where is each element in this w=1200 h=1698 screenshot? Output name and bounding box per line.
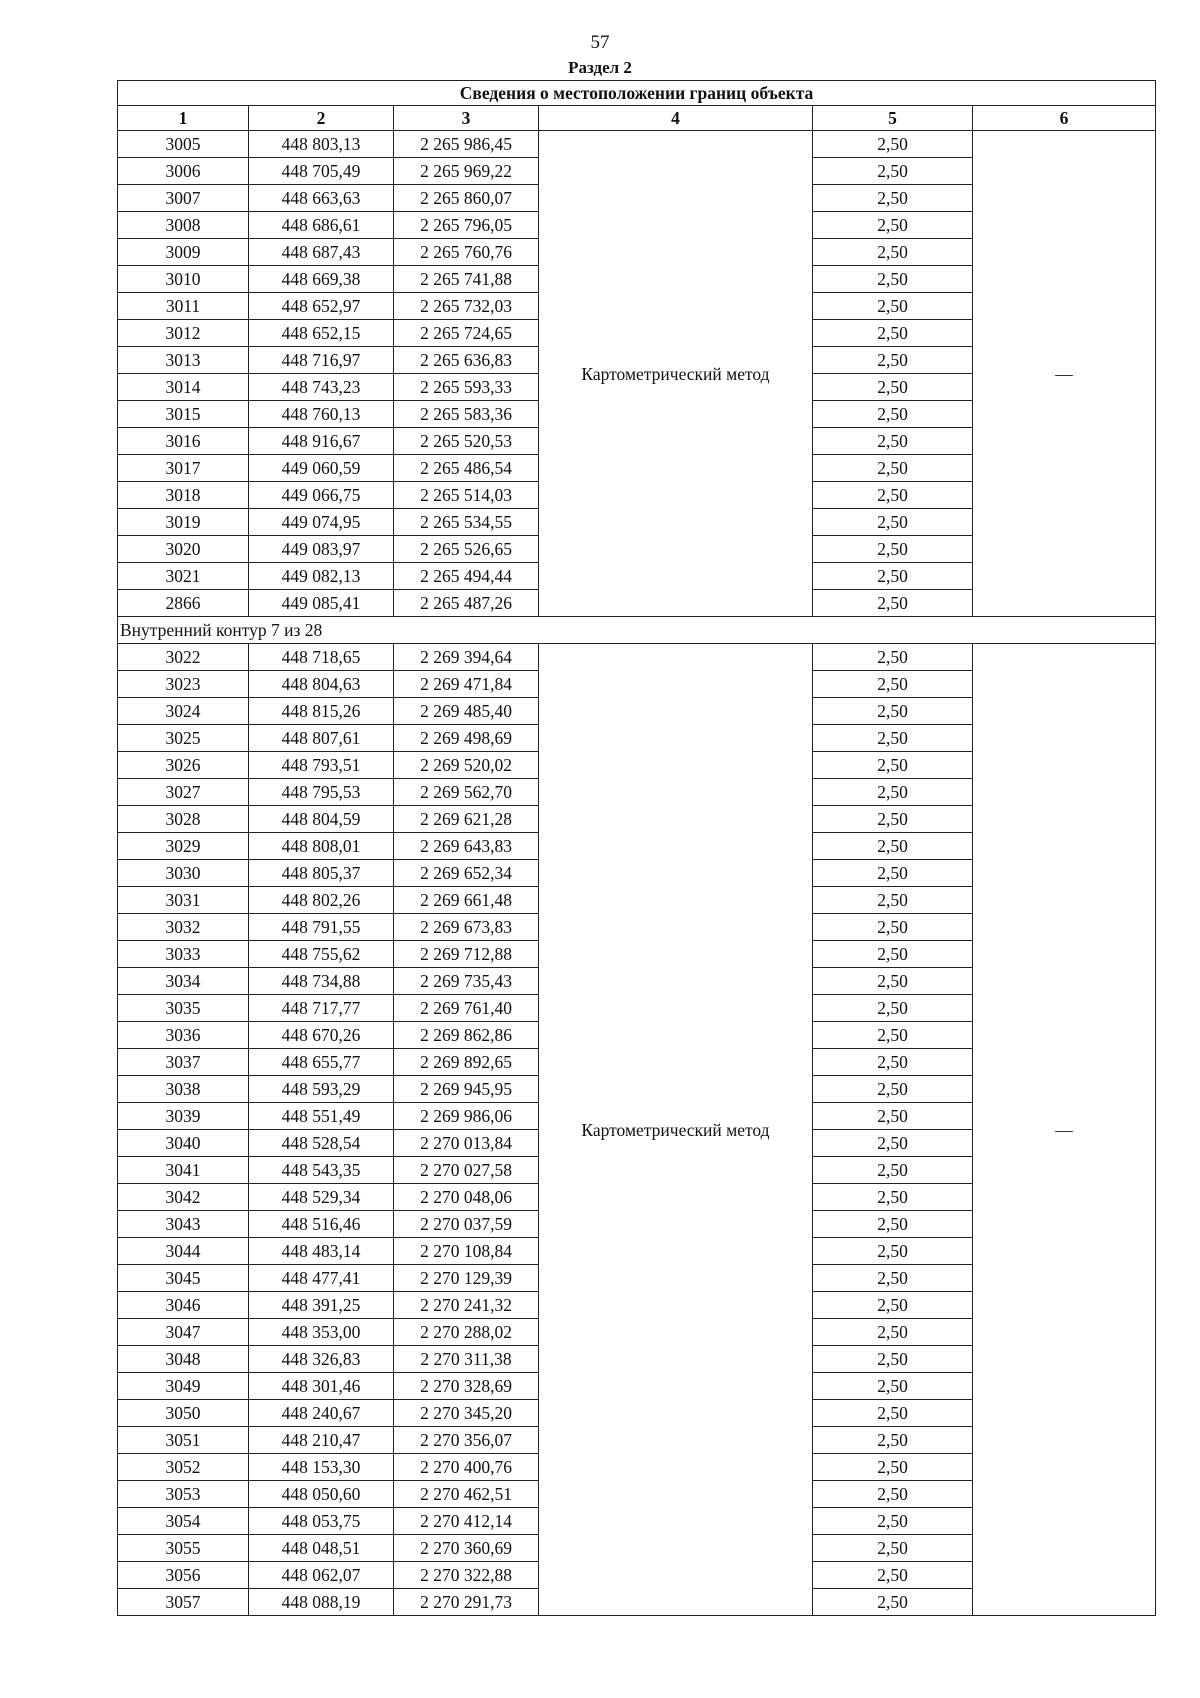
point-number-cell: 3033	[118, 941, 249, 968]
point-number-cell: 3020	[118, 536, 249, 563]
point-number-cell: 3057	[118, 1589, 249, 1616]
contour-title: Внутренний контур 7 из 28	[118, 617, 1156, 644]
x-coordinate-cell: 448 088,19	[249, 1589, 394, 1616]
accuracy-cell: 2,50	[813, 482, 973, 509]
table-row	[118, 644, 1156, 671]
point-number-cell: 3045	[118, 1265, 249, 1292]
accuracy-cell: 2,50	[813, 914, 973, 941]
column-header-5: 5	[813, 106, 973, 131]
x-coordinate-cell: 448 755,62	[249, 941, 394, 968]
boundary-coordinates-table	[117, 80, 1156, 1616]
x-coordinate-cell: 448 734,88	[249, 968, 394, 995]
x-coordinate-cell: 448 483,14	[249, 1238, 394, 1265]
point-number-cell: 3011	[118, 293, 249, 320]
point-number-cell: 3048	[118, 1346, 249, 1373]
page-number: 57	[590, 32, 610, 53]
y-coordinate-cell: 2 270 311,38	[394, 1346, 539, 1373]
accuracy-cell: 2,50	[813, 536, 973, 563]
point-number-cell: 3018	[118, 482, 249, 509]
x-coordinate-cell: 448 593,29	[249, 1076, 394, 1103]
accuracy-cell: 2,50	[813, 1346, 973, 1373]
accuracy-cell: 2,50	[813, 1076, 973, 1103]
accuracy-cell: 2,50	[813, 752, 973, 779]
point-number-cell: 3025	[118, 725, 249, 752]
y-coordinate-cell: 2 269 498,69	[394, 725, 539, 752]
point-number-cell: 3056	[118, 1562, 249, 1589]
y-coordinate-cell: 2 270 322,88	[394, 1562, 539, 1589]
y-coordinate-cell: 2 265 860,07	[394, 185, 539, 212]
y-coordinate-cell: 2 270 328,69	[394, 1373, 539, 1400]
point-number-cell: 3047	[118, 1319, 249, 1346]
description-cell: —	[973, 131, 1156, 617]
point-number-cell: 3035	[118, 995, 249, 1022]
accuracy-cell: 2,50	[813, 1454, 973, 1481]
accuracy-cell: 2,50	[813, 347, 973, 374]
x-coordinate-cell: 448 760,13	[249, 401, 394, 428]
x-coordinate-cell: 448 803,13	[249, 131, 394, 158]
point-number-cell: 3042	[118, 1184, 249, 1211]
y-coordinate-cell: 2 269 986,06	[394, 1103, 539, 1130]
table-row	[118, 131, 1156, 158]
accuracy-cell: 2,50	[813, 1589, 973, 1616]
point-number-cell: 3013	[118, 347, 249, 374]
x-coordinate-cell: 448 529,34	[249, 1184, 394, 1211]
point-number-cell: 3024	[118, 698, 249, 725]
method-cell: Картометрический метод	[539, 131, 813, 617]
y-coordinate-cell: 2 270 241,32	[394, 1292, 539, 1319]
y-coordinate-cell: 2 265 520,53	[394, 428, 539, 455]
x-coordinate-cell: 448 718,65	[249, 644, 394, 671]
x-coordinate-cell: 448 802,26	[249, 887, 394, 914]
point-number-cell: 3046	[118, 1292, 249, 1319]
point-number-cell: 3027	[118, 779, 249, 806]
x-coordinate-cell: 448 808,01	[249, 833, 394, 860]
accuracy-cell: 2,50	[813, 806, 973, 833]
point-number-cell: 3030	[118, 860, 249, 887]
y-coordinate-cell: 2 265 593,33	[394, 374, 539, 401]
column-header-6: 6	[973, 106, 1156, 131]
x-coordinate-cell: 448 795,53	[249, 779, 394, 806]
point-number-cell: 3054	[118, 1508, 249, 1535]
x-coordinate-cell: 448 716,97	[249, 347, 394, 374]
accuracy-cell: 2,50	[813, 1535, 973, 1562]
x-coordinate-cell: 448 670,26	[249, 1022, 394, 1049]
point-number-cell: 3023	[118, 671, 249, 698]
point-number-cell: 3026	[118, 752, 249, 779]
y-coordinate-cell: 2 269 485,40	[394, 698, 539, 725]
column-header-3: 3	[394, 106, 539, 131]
accuracy-cell: 2,50	[813, 1373, 973, 1400]
accuracy-cell: 2,50	[813, 1157, 973, 1184]
accuracy-cell: 2,50	[813, 1211, 973, 1238]
x-coordinate-cell: 448 516,46	[249, 1211, 394, 1238]
y-coordinate-cell: 2 269 712,88	[394, 941, 539, 968]
y-coordinate-cell: 2 270 462,51	[394, 1481, 539, 1508]
accuracy-cell: 2,50	[813, 266, 973, 293]
accuracy-cell: 2,50	[813, 1265, 973, 1292]
column-header-1: 1	[118, 106, 249, 131]
accuracy-cell: 2,50	[813, 212, 973, 239]
accuracy-cell: 2,50	[813, 293, 973, 320]
accuracy-cell: 2,50	[813, 968, 973, 995]
y-coordinate-cell: 2 270 027,58	[394, 1157, 539, 1184]
y-coordinate-cell: 2 265 760,76	[394, 239, 539, 266]
x-coordinate-cell: 449 074,95	[249, 509, 394, 536]
accuracy-cell: 2,50	[813, 428, 973, 455]
y-coordinate-cell: 2 265 494,44	[394, 563, 539, 590]
x-coordinate-cell: 448 210,47	[249, 1427, 394, 1454]
y-coordinate-cell: 2 269 652,34	[394, 860, 539, 887]
x-coordinate-cell: 449 066,75	[249, 482, 394, 509]
y-coordinate-cell: 2 269 394,64	[394, 644, 539, 671]
y-coordinate-cell: 2 269 862,86	[394, 1022, 539, 1049]
y-coordinate-cell: 2 265 526,65	[394, 536, 539, 563]
contour-title-row	[118, 617, 1156, 644]
point-number-cell: 3032	[118, 914, 249, 941]
x-coordinate-cell: 448 804,59	[249, 806, 394, 833]
accuracy-cell: 2,50	[813, 671, 973, 698]
x-coordinate-cell: 448 791,55	[249, 914, 394, 941]
point-number-cell: 3031	[118, 887, 249, 914]
accuracy-cell: 2,50	[813, 509, 973, 536]
x-coordinate-cell: 448 240,67	[249, 1400, 394, 1427]
x-coordinate-cell: 448 477,41	[249, 1265, 394, 1292]
accuracy-cell: 2,50	[813, 887, 973, 914]
x-coordinate-cell: 448 652,15	[249, 320, 394, 347]
x-coordinate-cell: 448 050,60	[249, 1481, 394, 1508]
y-coordinate-cell: 2 265 487,26	[394, 590, 539, 617]
x-coordinate-cell: 448 391,25	[249, 1292, 394, 1319]
point-number-cell: 3041	[118, 1157, 249, 1184]
x-coordinate-cell: 448 743,23	[249, 374, 394, 401]
point-number-cell: 3053	[118, 1481, 249, 1508]
point-number-cell: 3010	[118, 266, 249, 293]
y-coordinate-cell: 2 269 643,83	[394, 833, 539, 860]
accuracy-cell: 2,50	[813, 1022, 973, 1049]
point-number-cell: 3021	[118, 563, 249, 590]
y-coordinate-cell: 2 270 037,59	[394, 1211, 539, 1238]
accuracy-cell: 2,50	[813, 1481, 973, 1508]
x-coordinate-cell: 448 551,49	[249, 1103, 394, 1130]
table-body	[118, 81, 1156, 1616]
x-coordinate-cell: 448 686,61	[249, 212, 394, 239]
point-number-cell: 3044	[118, 1238, 249, 1265]
accuracy-cell: 2,50	[813, 1103, 973, 1130]
method-cell: Картометрический метод	[539, 644, 813, 1616]
y-coordinate-cell: 2 270 048,06	[394, 1184, 539, 1211]
accuracy-cell: 2,50	[813, 563, 973, 590]
accuracy-cell: 2,50	[813, 1049, 973, 1076]
x-coordinate-cell: 448 717,77	[249, 995, 394, 1022]
point-number-cell: 3055	[118, 1535, 249, 1562]
y-coordinate-cell: 2 265 514,03	[394, 482, 539, 509]
x-coordinate-cell: 448 543,35	[249, 1157, 394, 1184]
accuracy-cell: 2,50	[813, 1319, 973, 1346]
y-coordinate-cell: 2 269 892,65	[394, 1049, 539, 1076]
x-coordinate-cell: 448 663,63	[249, 185, 394, 212]
y-coordinate-cell: 2 265 486,54	[394, 455, 539, 482]
accuracy-cell: 2,50	[813, 131, 973, 158]
y-coordinate-cell: 2 265 969,22	[394, 158, 539, 185]
y-coordinate-cell: 2 270 412,14	[394, 1508, 539, 1535]
y-coordinate-cell: 2 269 761,40	[394, 995, 539, 1022]
accuracy-cell: 2,50	[813, 185, 973, 212]
table-header-row	[118, 106, 1156, 131]
y-coordinate-cell: 2 270 013,84	[394, 1130, 539, 1157]
point-number-cell: 3014	[118, 374, 249, 401]
y-coordinate-cell: 2 265 583,36	[394, 401, 539, 428]
accuracy-cell: 2,50	[813, 725, 973, 752]
x-coordinate-cell: 448 705,49	[249, 158, 394, 185]
point-number-cell: 3012	[118, 320, 249, 347]
accuracy-cell: 2,50	[813, 1562, 973, 1589]
accuracy-cell: 2,50	[813, 1427, 973, 1454]
x-coordinate-cell: 448 326,83	[249, 1346, 394, 1373]
y-coordinate-cell: 2 270 345,20	[394, 1400, 539, 1427]
point-number-cell: 3006	[118, 158, 249, 185]
y-coordinate-cell: 2 269 673,83	[394, 914, 539, 941]
point-number-cell: 3050	[118, 1400, 249, 1427]
point-number-cell: 3016	[118, 428, 249, 455]
x-coordinate-cell: 448 153,30	[249, 1454, 394, 1481]
point-number-cell: 3040	[118, 1130, 249, 1157]
accuracy-cell: 2,50	[813, 1184, 973, 1211]
section-title: Раздел 2	[568, 58, 632, 77]
y-coordinate-cell: 2 265 986,45	[394, 131, 539, 158]
x-coordinate-cell: 448 528,54	[249, 1130, 394, 1157]
accuracy-cell: 2,50	[813, 995, 973, 1022]
point-number-cell: 3019	[118, 509, 249, 536]
point-number-cell: 3028	[118, 806, 249, 833]
x-coordinate-cell: 448 652,97	[249, 293, 394, 320]
y-coordinate-cell: 2 265 741,88	[394, 266, 539, 293]
y-coordinate-cell: 2 269 735,43	[394, 968, 539, 995]
x-coordinate-cell: 448 687,43	[249, 239, 394, 266]
point-number-cell: 3049	[118, 1373, 249, 1400]
point-number-cell: 2866	[118, 590, 249, 617]
point-number-cell: 3015	[118, 401, 249, 428]
y-coordinate-cell: 2 270 356,07	[394, 1427, 539, 1454]
accuracy-cell: 2,50	[813, 374, 973, 401]
accuracy-cell: 2,50	[813, 698, 973, 725]
y-coordinate-cell: 2 269 562,70	[394, 779, 539, 806]
point-number-cell: 3037	[118, 1049, 249, 1076]
y-coordinate-cell: 2 265 636,83	[394, 347, 539, 374]
point-number-cell: 3008	[118, 212, 249, 239]
x-coordinate-cell: 448 048,51	[249, 1535, 394, 1562]
y-coordinate-cell: 2 270 129,39	[394, 1265, 539, 1292]
description-cell: —	[973, 644, 1156, 1616]
point-number-cell: 3017	[118, 455, 249, 482]
accuracy-cell: 2,50	[813, 860, 973, 887]
y-coordinate-cell: 2 269 945,95	[394, 1076, 539, 1103]
point-number-cell: 3034	[118, 968, 249, 995]
point-number-cell: 3007	[118, 185, 249, 212]
y-coordinate-cell: 2 270 400,76	[394, 1454, 539, 1481]
accuracy-cell: 2,50	[813, 239, 973, 266]
point-number-cell: 3038	[118, 1076, 249, 1103]
accuracy-cell: 2,50	[813, 1292, 973, 1319]
accuracy-cell: 2,50	[813, 1238, 973, 1265]
x-coordinate-cell: 448 793,51	[249, 752, 394, 779]
y-coordinate-cell: 2 270 291,73	[394, 1589, 539, 1616]
y-coordinate-cell: 2 265 796,05	[394, 212, 539, 239]
x-coordinate-cell: 448 353,00	[249, 1319, 394, 1346]
y-coordinate-cell: 2 265 724,65	[394, 320, 539, 347]
accuracy-cell: 2,50	[813, 1508, 973, 1535]
point-number-cell: 3051	[118, 1427, 249, 1454]
x-coordinate-cell: 449 085,41	[249, 590, 394, 617]
x-coordinate-cell: 448 053,75	[249, 1508, 394, 1535]
y-coordinate-cell: 2 270 360,69	[394, 1535, 539, 1562]
column-header-2: 2	[249, 106, 394, 131]
x-coordinate-cell: 448 301,46	[249, 1373, 394, 1400]
x-coordinate-cell: 449 082,13	[249, 563, 394, 590]
accuracy-cell: 2,50	[813, 833, 973, 860]
point-number-cell: 3039	[118, 1103, 249, 1130]
x-coordinate-cell: 448 062,07	[249, 1562, 394, 1589]
y-coordinate-cell: 2 269 621,28	[394, 806, 539, 833]
y-coordinate-cell: 2 270 288,02	[394, 1319, 539, 1346]
x-coordinate-cell: 448 669,38	[249, 266, 394, 293]
accuracy-cell: 2,50	[813, 941, 973, 968]
table-caption: Сведения о местоположении границ объекта	[118, 81, 1156, 106]
y-coordinate-cell: 2 269 471,84	[394, 671, 539, 698]
accuracy-cell: 2,50	[813, 455, 973, 482]
y-coordinate-cell: 2 269 661,48	[394, 887, 539, 914]
y-coordinate-cell: 2 265 732,03	[394, 293, 539, 320]
accuracy-cell: 2,50	[813, 779, 973, 806]
accuracy-cell: 2,50	[813, 158, 973, 185]
accuracy-cell: 2,50	[813, 1130, 973, 1157]
accuracy-cell: 2,50	[813, 320, 973, 347]
point-number-cell: 3052	[118, 1454, 249, 1481]
x-coordinate-cell: 448 655,77	[249, 1049, 394, 1076]
point-number-cell: 3029	[118, 833, 249, 860]
accuracy-cell: 2,50	[813, 1400, 973, 1427]
point-number-cell: 3043	[118, 1211, 249, 1238]
table-caption-row	[118, 81, 1156, 106]
x-coordinate-cell: 448 804,63	[249, 671, 394, 698]
point-number-cell: 3005	[118, 131, 249, 158]
accuracy-cell: 2,50	[813, 401, 973, 428]
x-coordinate-cell: 448 807,61	[249, 725, 394, 752]
y-coordinate-cell: 2 269 520,02	[394, 752, 539, 779]
x-coordinate-cell: 448 815,26	[249, 698, 394, 725]
x-coordinate-cell: 449 060,59	[249, 455, 394, 482]
y-coordinate-cell: 2 270 108,84	[394, 1238, 539, 1265]
x-coordinate-cell: 448 805,37	[249, 860, 394, 887]
column-header-4: 4	[539, 106, 813, 131]
point-number-cell: 3036	[118, 1022, 249, 1049]
x-coordinate-cell: 448 916,67	[249, 428, 394, 455]
x-coordinate-cell: 449 083,97	[249, 536, 394, 563]
accuracy-cell: 2,50	[813, 644, 973, 671]
point-number-cell: 3022	[118, 644, 249, 671]
accuracy-cell: 2,50	[813, 590, 973, 617]
point-number-cell: 3009	[118, 239, 249, 266]
y-coordinate-cell: 2 265 534,55	[394, 509, 539, 536]
